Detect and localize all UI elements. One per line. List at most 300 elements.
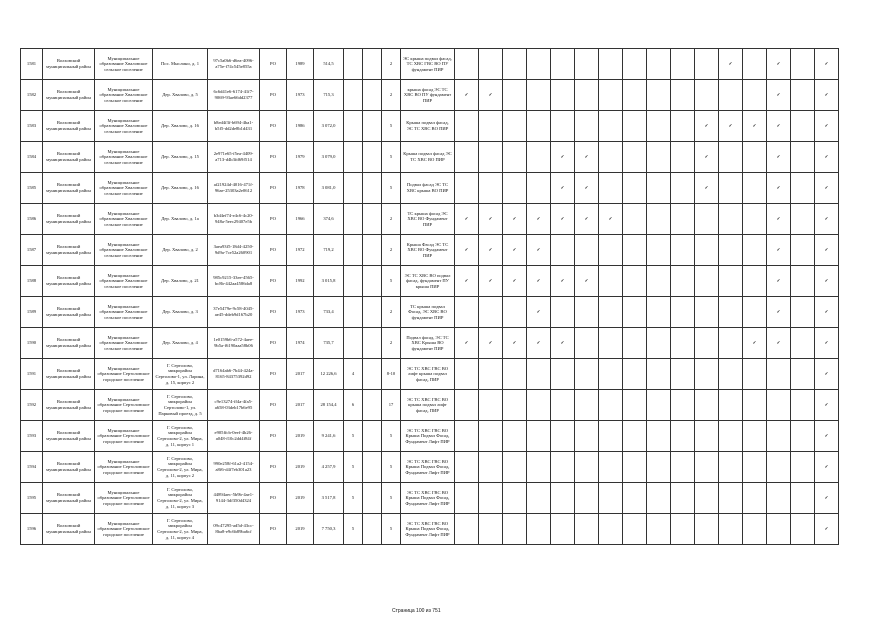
empty-work-cell [695,390,719,421]
count-cell: 5 [382,142,401,173]
empty-work-cell [479,111,503,142]
empty-work-cell [671,452,695,483]
empty-work-cell [671,297,695,328]
empty-work-cell [455,142,479,173]
house-code-cell: 44894aec-5b9b-4ae1-9144-3df350d4324 [208,483,260,514]
year-cell: 2019 [287,452,314,483]
form-cell: РО [260,297,287,328]
empty-work-cell [575,390,599,421]
empty-work-cell [599,421,623,452]
area-cell: 3 079,0 [314,142,344,173]
settlement-cell: Муниципальное образование Хваловское сельское поселение [95,80,153,111]
empty-work-cell [527,421,551,452]
checkmark-icon: ✓ [767,297,791,328]
empty-work-cell [503,390,527,421]
empty-work-cell [575,297,599,328]
empty-work-cell [743,390,767,421]
empty-work-cell [527,452,551,483]
empty-work-cell [647,514,671,545]
address-cell: Г. Сертолово, микрорайон Сертолово-1, ул. Парковый проезд, д. 5 [153,390,208,421]
row-number: 1593 [21,421,43,452]
empty-work-cell [791,80,815,111]
empty-work-cell [455,49,479,80]
empty-work-cell [623,111,647,142]
empty-work-cell [623,235,647,266]
empty-work-cell [791,173,815,204]
floors-cell [344,297,363,328]
empty-work-cell [599,390,623,421]
empty-work-cell [743,514,767,545]
empty-work-cell [743,235,767,266]
empty-work-cell [791,204,815,235]
empty-work-cell [455,514,479,545]
year-cell: 1966 [287,204,314,235]
empty-work-cell [647,359,671,390]
checkmark-icon: ✓ [695,111,719,142]
house-code-cell: e905ffcb-0eef-4b26-a048-f10c2dd4f84f [208,421,260,452]
area-cell: 514,5 [314,49,344,80]
form-cell: РО [260,421,287,452]
empty-work-cell [623,421,647,452]
settlement-cell: Муниципальное образование Хваловское сельское поселение [95,49,153,80]
works-cell: ТС крыша подвал Фасад, ЭС ХВС ВО фундамент ПИР [401,297,455,328]
district-cell: Волховский муниципальный район [43,111,95,142]
empty-work-cell [527,80,551,111]
empty-work-cell [599,328,623,359]
count-cell: 2 [382,297,401,328]
checkmark-icon: ✓ [815,142,839,173]
empty-work-cell [671,80,695,111]
floors-cell [344,173,363,204]
checkmark-icon: ✓ [527,235,551,266]
empty-work-cell [671,111,695,142]
empty-work-cell [695,328,719,359]
works-cell: ЭС ТС ХВС ГВС ВО Крыша Подвал Фасад, Фундамент Лифт ПИР [401,483,455,514]
settlement-cell: Муниципальное образование Сертоловское городское поселение [95,359,153,390]
empty-work-cell [623,328,647,359]
empty-work-cell [551,111,575,142]
empty-work-cell [623,359,647,390]
checkmark-icon: ✓ [815,173,839,204]
empty-work-cell [575,514,599,545]
empty-work-cell [575,111,599,142]
table-row [21,204,839,235]
checkmark-icon: ✓ [719,49,743,80]
district-cell: Волховский муниципальный район [43,235,95,266]
address-cell: Г. Сертолово, микрорайон Сертолово-1, ул. Ларина, д. 15, корпус 2 [153,359,208,390]
checkmark-icon: ✓ [527,328,551,359]
empty-work-cell [599,266,623,297]
empty-work-cell [503,111,527,142]
empty-work-cell [479,452,503,483]
checkmark-icon: ✓ [767,173,791,204]
empty-work-cell [575,452,599,483]
empty-work-cell [527,483,551,514]
floors-cell [344,49,363,80]
row-number: 1591 [21,359,43,390]
count-cell: 2 [382,80,401,111]
empty-work-cell [719,483,743,514]
checkmark-icon: ✓ [815,204,839,235]
empty-work-cell [743,297,767,328]
checkmark-icon: ✓ [695,173,719,204]
settlement-cell: Муниципальное образование Хваловское сельское поселение [95,173,153,204]
settlement-cell: Муниципальное образование Сертоловское городское поселение [95,390,153,421]
form-cell: РО [260,173,287,204]
area-cell: 4 257,9 [314,452,344,483]
entrances-cell [363,452,382,483]
area-cell: 3 015,8 [314,266,344,297]
row-number: 1589 [21,297,43,328]
row-number: 1595 [21,483,43,514]
empty-work-cell [695,235,719,266]
empty-work-cell [623,80,647,111]
empty-work-cell [599,483,623,514]
checkmark-icon: ✓ [815,452,839,483]
checkmark-icon: ✓ [575,173,599,204]
checkmark-icon: ✓ [527,266,551,297]
empty-work-cell [551,390,575,421]
empty-work-cell [503,80,527,111]
empty-work-cell [767,483,791,514]
count-cell: 8-10 [382,359,401,390]
empty-work-cell [767,421,791,452]
form-cell: РО [260,142,287,173]
works-cell: Подвал фасад ЭС ТС ХВС крыша ВО ПИР [401,173,455,204]
district-cell: Волховский муниципальный район [43,483,95,514]
form-cell: РО [260,328,287,359]
checkmark-icon: ✓ [767,142,791,173]
checkmark-icon: ✓ [503,266,527,297]
empty-work-cell [479,514,503,545]
empty-work-cell [455,390,479,421]
house-code-cell: b8ed4f3f-b694-4ba1-b5f5-dd2de8b1d431 [208,111,260,142]
settlement-cell: Муниципальное образование Хваловское сельское поселение [95,266,153,297]
empty-work-cell [647,421,671,452]
empty-work-cell [671,483,695,514]
empty-work-cell [647,235,671,266]
table-row [21,80,839,111]
entrances-cell [363,142,382,173]
empty-work-cell [623,297,647,328]
empty-work-cell [551,483,575,514]
empty-work-cell [791,452,815,483]
checkmark-icon: ✓ [551,142,575,173]
year-cell: 1972 [287,235,314,266]
works-cell: ЭС ТС ХВС ГВС ВО Крыша Подвал Фасад, Фундамент Лифт ПИР [401,514,455,545]
area-cell: 3 072,0 [314,111,344,142]
empty-work-cell [455,111,479,142]
checkmark-icon: ✓ [815,483,839,514]
district-cell: Волховский муниципальный район [43,514,95,545]
form-cell: РО [260,483,287,514]
checkmark-icon: ✓ [479,235,503,266]
settlement-cell: Муниципальное образование Хваловское сельское поселение [95,204,153,235]
checkmark-icon: ✓ [767,111,791,142]
empty-work-cell [503,452,527,483]
checkmark-icon: ✓ [503,204,527,235]
empty-work-cell [671,359,695,390]
checkmark-icon: ✓ [767,328,791,359]
empty-work-cell [527,359,551,390]
year-cell: 2019 [287,514,314,545]
floors-cell [344,266,363,297]
works-cell: Крыша подвал фасад, ЭС ТС ХВС ВО ПИР [401,111,455,142]
empty-work-cell [623,49,647,80]
empty-work-cell [647,173,671,204]
empty-work-cell [791,483,815,514]
address-cell: Дер. Хвалово, д. 15 [153,142,208,173]
floors-cell: 6 [344,390,363,421]
district-cell: Волховский муниципальный район [43,328,95,359]
checkmark-icon: ✓ [551,204,575,235]
works-cell: Крыша подвал фасад ЭС ТС ХВС ВО ПИР [401,142,455,173]
checkmark-icon: ✓ [767,49,791,80]
empty-work-cell [719,359,743,390]
empty-work-cell [647,142,671,173]
entrances-cell [363,80,382,111]
entrances-cell [363,204,382,235]
table-body [21,49,839,545]
empty-work-cell [743,266,767,297]
settlement-cell: Муниципальное образование Сертоловское городское поселение [95,483,153,514]
empty-work-cell [647,80,671,111]
table-row [21,359,839,390]
table-row [21,390,839,421]
empty-work-cell [599,297,623,328]
checkmark-icon: ✓ [575,142,599,173]
checkmark-icon: ✓ [479,204,503,235]
empty-work-cell [527,514,551,545]
house-code-cell: 990e258f-61a2-4154-a8f6-d4f7eb301a23 [208,452,260,483]
checkmark-icon: ✓ [815,421,839,452]
checkmark-icon: ✓ [743,328,767,359]
count-cell: 5 [382,173,401,204]
settlement-cell: Муниципальное образование Хваловское сельское поселение [95,111,153,142]
empty-work-cell [503,483,527,514]
empty-work-cell [623,204,647,235]
empty-work-cell [671,204,695,235]
checkmark-icon: ✓ [455,204,479,235]
empty-work-cell [551,359,575,390]
year-cell: 1974 [287,328,314,359]
empty-work-cell [767,452,791,483]
entrances-cell [363,514,382,545]
empty-work-cell [671,421,695,452]
table-row [21,266,839,297]
floors-cell [344,111,363,142]
empty-work-cell [719,514,743,545]
empty-work-cell [551,297,575,328]
empty-work-cell [767,390,791,421]
empty-work-cell [527,111,551,142]
works-cell: ЭС ТС ХВС ГВС ВО крыша подвал лифт фасад, ПИР [401,390,455,421]
floors-cell: 5 [344,483,363,514]
row-number: 1583 [21,111,43,142]
empty-work-cell [743,142,767,173]
empty-work-cell [575,328,599,359]
row-number: 1596 [21,514,43,545]
checkmark-icon: ✓ [599,204,623,235]
checkmark-icon: ✓ [815,49,839,80]
checkmark-icon: ✓ [719,111,743,142]
empty-work-cell [743,359,767,390]
address-cell: Дер. Хвалово, д. 2 [153,235,208,266]
district-cell: Волховский муниципальный район [43,80,95,111]
empty-work-cell [599,111,623,142]
form-cell: РО [260,390,287,421]
empty-work-cell [599,142,623,173]
empty-work-cell [719,297,743,328]
empty-work-cell [695,452,719,483]
settlement-cell: Муниципальное образование Сертоловское городское поселение [95,514,153,545]
count-cell: 5 [382,266,401,297]
area-cell: 7 750,3 [314,514,344,545]
empty-work-cell [647,452,671,483]
floors-cell [344,328,363,359]
year-cell: 2017 [287,390,314,421]
empty-work-cell [791,111,815,142]
empty-work-cell [599,173,623,204]
table-row [21,421,839,452]
form-cell: РО [260,49,287,80]
empty-work-cell [527,390,551,421]
count-cell: 5 [382,111,401,142]
checkmark-icon: ✓ [503,235,527,266]
house-code-cell: 3aea93f5-18d4-4250-9d9a-7ce52a260901 [208,235,260,266]
form-cell: РО [260,235,287,266]
entrances-cell [363,297,382,328]
table-row [21,297,839,328]
form-cell: РО [260,514,287,545]
checkmark-icon: ✓ [815,359,839,390]
row-number: 1585 [21,173,43,204]
entrances-cell [363,49,382,80]
empty-work-cell [695,49,719,80]
empty-work-cell [791,49,815,80]
house-code-cell: 09c47295-ad5d-43cc-8ba8-e9c6b89ba6cf [208,514,260,545]
empty-work-cell [527,49,551,80]
address-cell: Дер. Хвалово, д. 1а [153,204,208,235]
entrances-cell [363,328,382,359]
checkmark-icon: ✓ [455,235,479,266]
address-cell: Дер. Хвалово, д. 3 [153,297,208,328]
empty-work-cell [719,204,743,235]
table-row [21,483,839,514]
register-table [20,48,839,545]
empty-work-cell [719,80,743,111]
empty-work-cell [479,390,503,421]
row-number: 1581 [21,49,43,80]
empty-work-cell [479,297,503,328]
empty-work-cell [503,297,527,328]
floors-cell: 5 [344,452,363,483]
empty-work-cell [599,359,623,390]
address-cell: Пос. Мыслино, д. 1 [153,49,208,80]
empty-work-cell [671,266,695,297]
checkmark-icon: ✓ [551,266,575,297]
entrances-cell [363,111,382,142]
empty-work-cell [743,483,767,514]
form-cell: РО [260,266,287,297]
year-cell: 1979 [287,142,314,173]
checkmark-icon: ✓ [767,266,791,297]
works-cell: Подвал фасад, ЭС ТС ХВС Крыша ВО фундамент ПИР [401,328,455,359]
empty-work-cell [695,80,719,111]
year-cell: 1989 [287,49,314,80]
area-cell: 735,7 [314,328,344,359]
checkmark-icon: ✓ [503,328,527,359]
district-cell: Волховский муниципальный район [43,452,95,483]
checkmark-icon: ✓ [575,204,599,235]
house-code-cell: d7164ab6-7b44-424a-8165-84375392d92 [208,359,260,390]
house-code-cell: 1e0159b6-a572-4aee-9b5a-f6190aaa58b06 [208,328,260,359]
empty-work-cell [455,421,479,452]
address-cell: Г. Сертолово, микрорайон Сертолово-2, ул. Мира, д. 11, корпус 4 [153,514,208,545]
empty-work-cell [551,49,575,80]
empty-work-cell [719,235,743,266]
empty-work-cell [575,359,599,390]
empty-work-cell [623,142,647,173]
address-cell: Дер. Хвалово, д. 16 [153,173,208,204]
table-row [21,328,839,359]
empty-work-cell [479,173,503,204]
empty-work-cell [719,142,743,173]
area-cell: 733,4 [314,297,344,328]
table-row [21,452,839,483]
settlement-cell: Муниципальное образование Хваловское сельское поселение [95,328,153,359]
floors-cell [344,80,363,111]
row-number: 1592 [21,390,43,421]
count-cell: 2 [382,235,401,266]
checkmark-icon: ✓ [479,328,503,359]
empty-work-cell [503,514,527,545]
row-number: 1590 [21,328,43,359]
floors-cell [344,235,363,266]
address-cell: Г. Сертолово, микрорайон Сертолово-2, ул. Мира, д. 11, корпус 2 [153,452,208,483]
empty-work-cell [623,452,647,483]
empty-work-cell [695,204,719,235]
empty-work-cell [599,452,623,483]
empty-work-cell [671,173,695,204]
checkmark-icon: ✓ [551,173,575,204]
works-cell: ЭС ТС ХВС ГВС ВО лифт крыша подвал фасад, ПИР [401,359,455,390]
empty-work-cell [551,514,575,545]
checkmark-icon: ✓ [815,514,839,545]
empty-work-cell [551,452,575,483]
empty-work-cell [719,266,743,297]
entrances-cell [363,266,382,297]
empty-work-cell [479,483,503,514]
form-cell: РО [260,452,287,483]
empty-work-cell [719,173,743,204]
district-cell: Волховский муниципальный район [43,49,95,80]
checkmark-icon: ✓ [527,297,551,328]
empty-work-cell [791,266,815,297]
empty-work-cell [455,297,479,328]
checkmark-icon: ✓ [815,235,839,266]
year-cell: 1986 [287,111,314,142]
works-cell: ЭС ТС ХВС ГВС ВО Крыша Подвал Фасад, Фундамент Лифт ПИР [401,421,455,452]
floors-cell: 4 [344,359,363,390]
empty-work-cell [503,173,527,204]
area-cell: 28 154,4 [314,390,344,421]
empty-work-cell [791,142,815,173]
empty-work-cell [527,142,551,173]
house-code-cell: 985c9215-33ee-4565-bc8b-442aa4586da8 [208,266,260,297]
empty-work-cell [743,421,767,452]
empty-work-cell [695,297,719,328]
